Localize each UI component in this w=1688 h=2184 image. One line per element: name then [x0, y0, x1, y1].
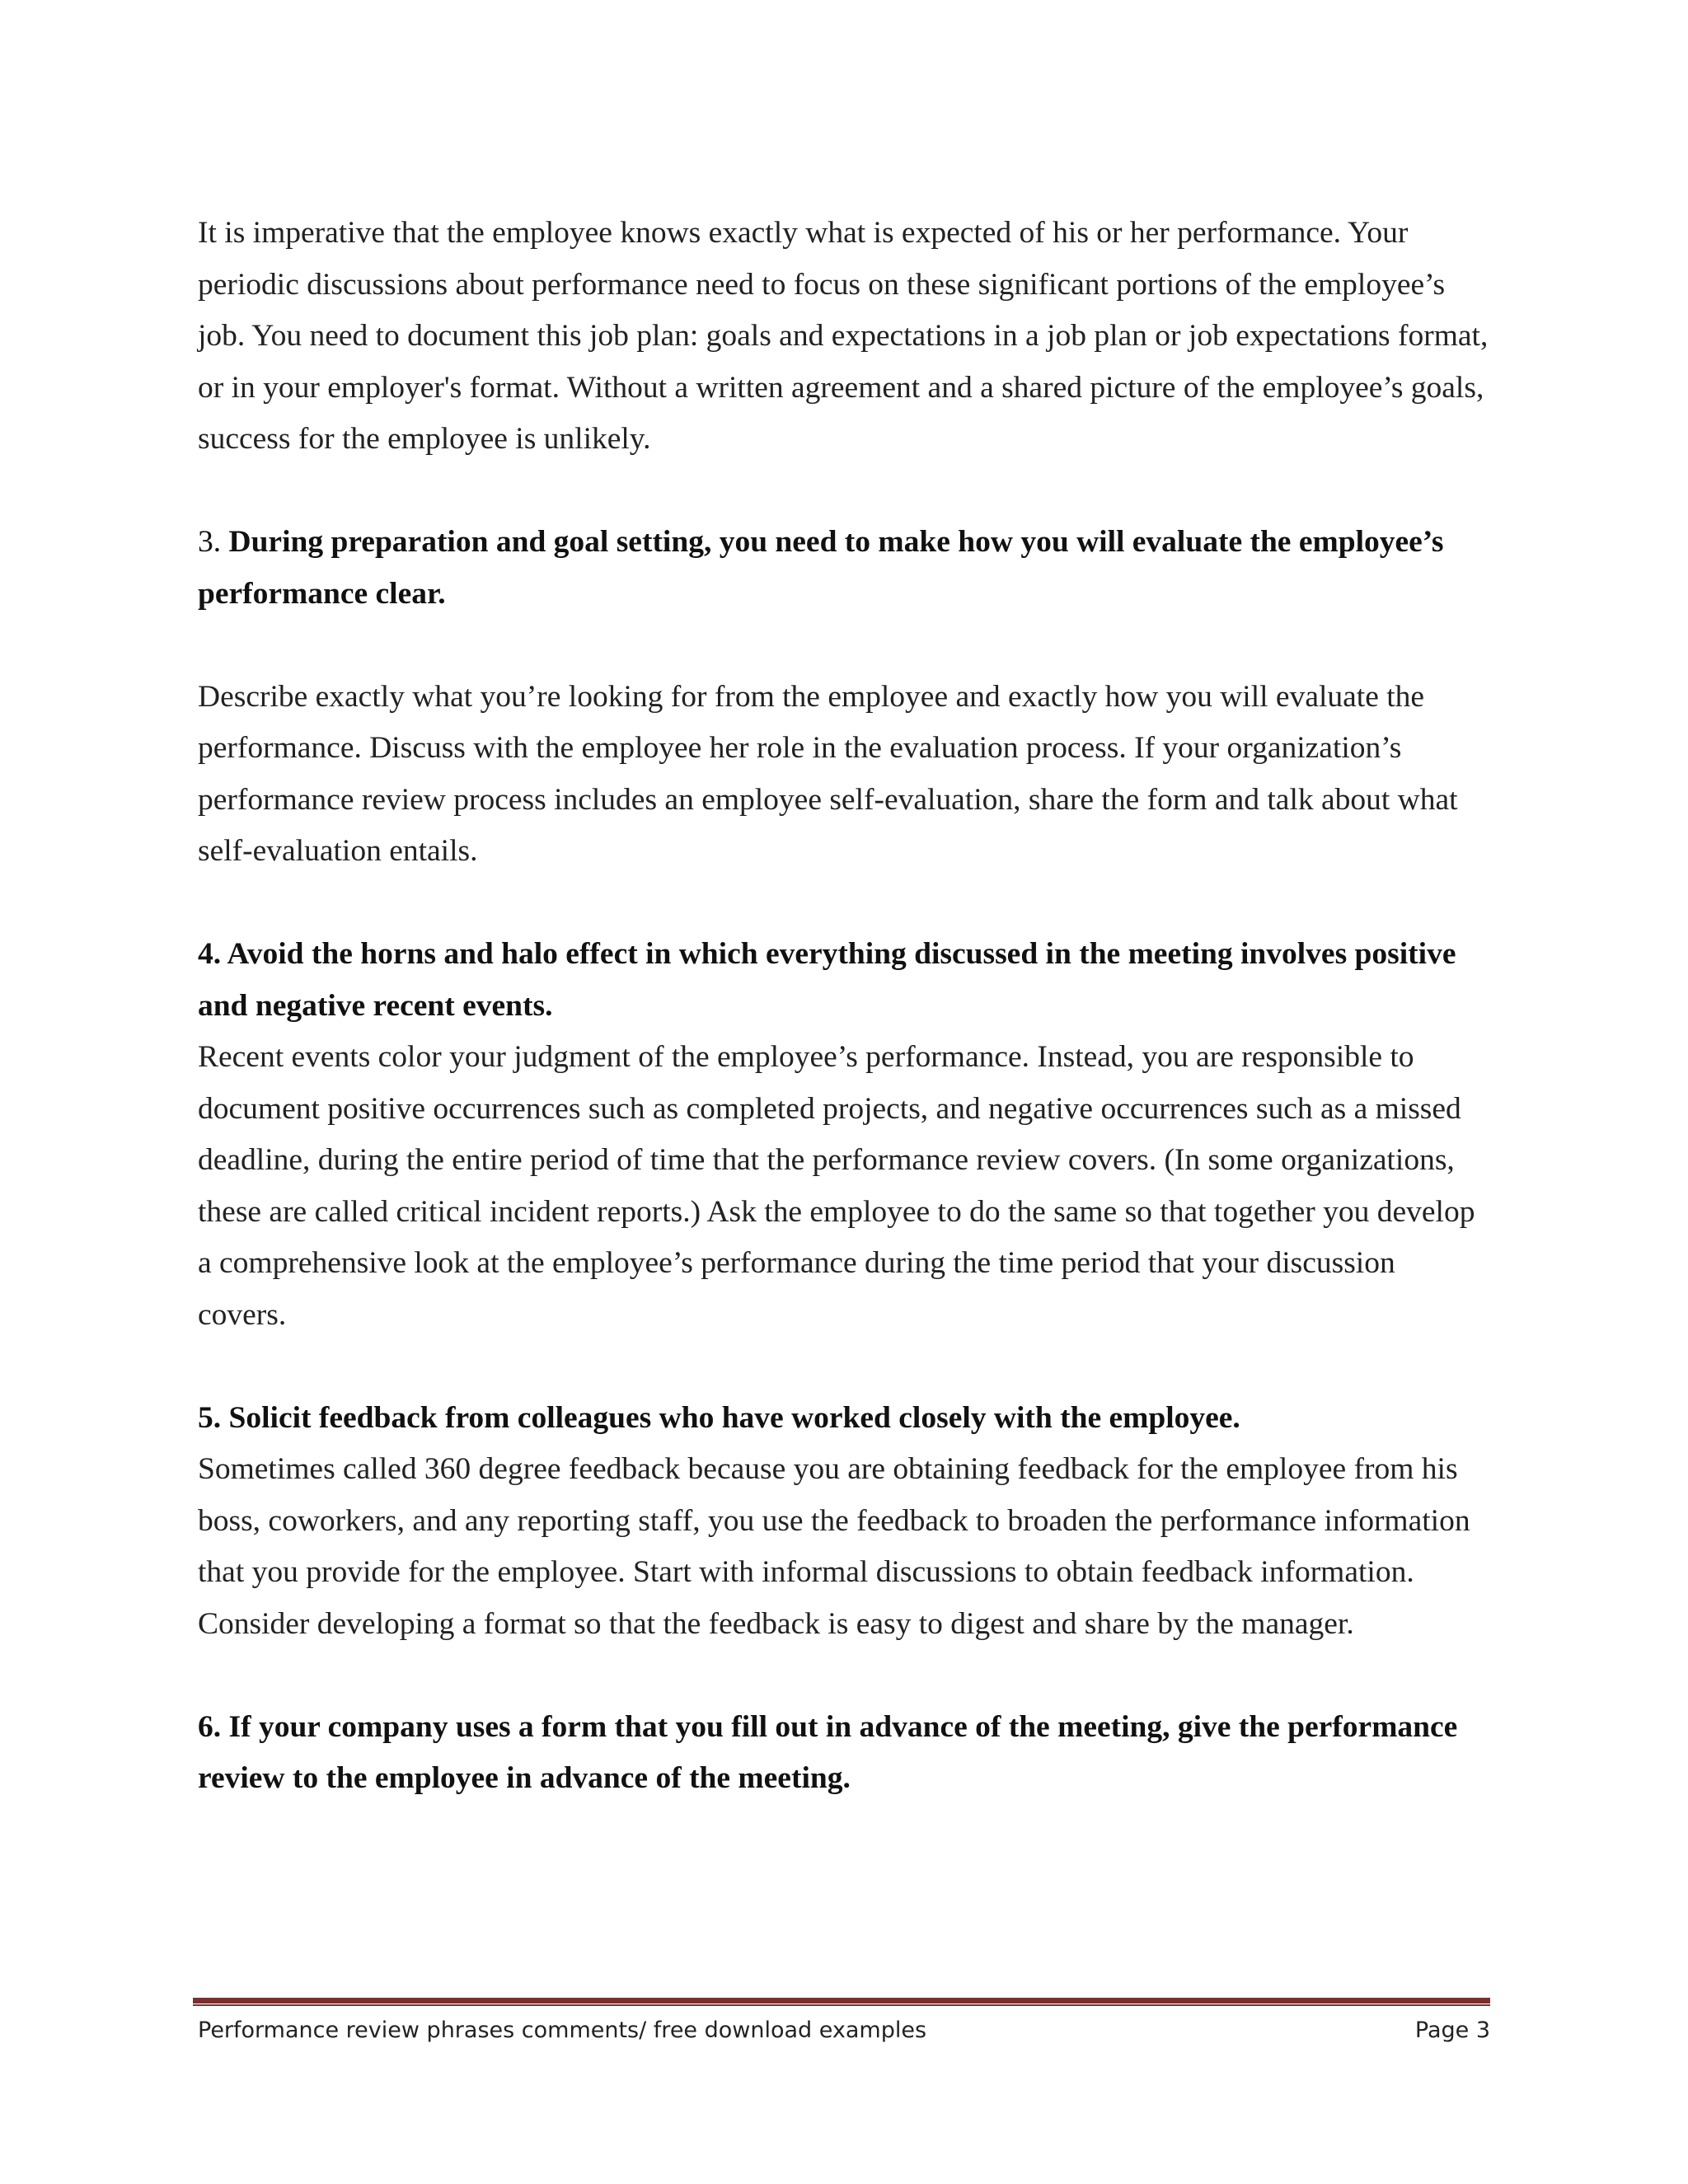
heading-evaluation-criteria — [198, 517, 1490, 620]
footer-title: Performance review phrases comments/ free download examples — [198, 2018, 927, 2043]
paragraph-job-expectations: It is imperative that the employee knows exactly what is expected of his or her performance. Your periodic discussions about performance need to focus on these significant portions of the employee’s job. You need to document this job plan: goals and expectations in a job plan or job expectations format, or in your employer's format. Without a written agreement and a shared picture of the employee’s goals, success for the employee is unlikely. — [198, 216, 1489, 456]
heading-text: During preparation and goal setting, you need to make how you will evaluate the employee’s performance clear. — [198, 525, 1444, 611]
footer-divider — [193, 1998, 1490, 2006]
page-body — [198, 208, 1490, 1805]
heading-horns-halo-effect: 4. Avoid the horns and halo effect in which everything discussed in the meeting involves positive and negative recent events. — [198, 937, 1456, 1023]
heading-number: 3. — [198, 525, 229, 559]
page-number: Page 3 — [1414, 2018, 1490, 2043]
paragraph-recent-events: Recent events color your judgment of the employee’s performance. Instead, you are responsible to document positive occurrences such as completed projects, and negative occurrences such as a missed deadline, during the entire period of time that the performance review covers. (In some organizations, these are called critical incident reports.) Ask the employee to do the same so that together you develop a comprehensive look at the employee’s performance during the time period that your discussion covers. — [198, 1040, 1475, 1332]
paragraph-describe-expectations: Describe exactly what you’re looking for from the employee and exactly how you will evaluate the performance. Discuss with the employee her role in the evaluation process. If your organization’s performance review process includes an employee self-evaluation, share the form and talk about what self-evaluation entails. — [198, 679, 1458, 868]
heading-advance-review-form: 6. If your company uses a form that you fill out in advance of the meeting, give the performance review to the employee in advance of the meeting. — [198, 1709, 1458, 1795]
page-footer — [198, 2016, 1490, 2046]
heading-solicit-feedback: 5. Solicit feedback from colleagues who have worked closely with the employee. — [198, 1400, 1240, 1435]
paragraph-360-feedback: Sometimes called 360 degree feedback because you are obtaining feedback for the employee from his boss, coworkers, and any reporting staff, you use the feedback to broaden the performance information that you provide for the employee. Start with informal discussions to obtain feedback information. Consider developing a format so that the feedback is easy to digest and share by the manager. — [198, 1452, 1470, 1641]
